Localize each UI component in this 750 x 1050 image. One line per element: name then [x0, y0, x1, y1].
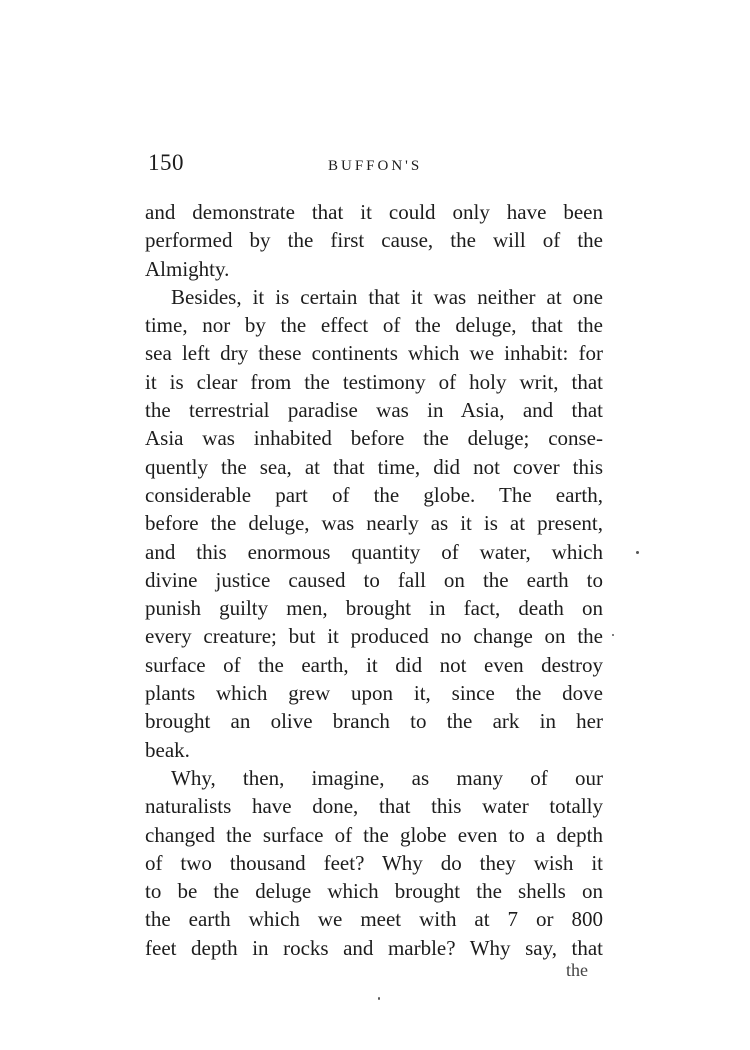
text-line: Asia was inhabited before the deluge; conse- [145, 426, 603, 451]
page-number: 150 [148, 150, 184, 175]
text-line: to be the deluge which brought the shells on [145, 879, 603, 904]
body-text [145, 198, 603, 962]
text-line: every creature; but it produced no change on the [145, 624, 603, 649]
text-line: of two thousand feet? Why do they wish it [145, 850, 603, 875]
text-line: Why, then, imagine, as many of our [171, 765, 603, 790]
text-line: punish guilty men, brought in fact, death on [145, 596, 603, 621]
text-line: the earth which we meet with at 7 or 800 [145, 907, 603, 932]
text-line: sea left dry these continents which we inhabit: for [145, 341, 603, 366]
text-line: divine justice caused to fall on the earth to [145, 567, 603, 592]
text-line: and this enormous quantity of water, which [145, 539, 603, 564]
text-line: time, nor by the effect of the deluge, that the [145, 313, 603, 338]
text-line: feet depth in rocks and marble? Why say, that [145, 935, 603, 960]
text-line: plants which grew upon it, since the dove [145, 681, 603, 706]
text-line: surface of the earth, it did not even destroy [145, 652, 603, 677]
text-line: the terrestrial paradise was in Asia, and that [145, 398, 603, 423]
running-head [148, 150, 603, 180]
text-line: and demonstrate that it could only have been [145, 200, 603, 224]
text-line: considerable part of the globe. The earth, [145, 482, 603, 507]
text-line: brought an olive branch to the ark in her [145, 709, 603, 734]
running-title: BUFFON'S [328, 158, 423, 174]
text-line: it is clear from the testimony of holy writ, that [145, 369, 603, 394]
text-line: naturalists have done, that this water totally [145, 794, 603, 819]
ink-speck [636, 551, 639, 554]
ink-speck [378, 997, 380, 1000]
catchword: the [566, 960, 588, 980]
text-line: performed by the first cause, the will of the [145, 228, 603, 253]
text-line: before the deluge, was nearly as it is at present, [145, 511, 603, 536]
text-line: changed the surface of the globe even to a depth [145, 822, 603, 847]
text-line: Almighty. [145, 256, 230, 281]
text-line: quently the sea, at that time, did not cover this [145, 454, 603, 479]
ink-speck [612, 634, 614, 636]
text-line: beak. [145, 737, 190, 762]
text-line: Besides, it is certain that it was neither at one [171, 284, 603, 309]
